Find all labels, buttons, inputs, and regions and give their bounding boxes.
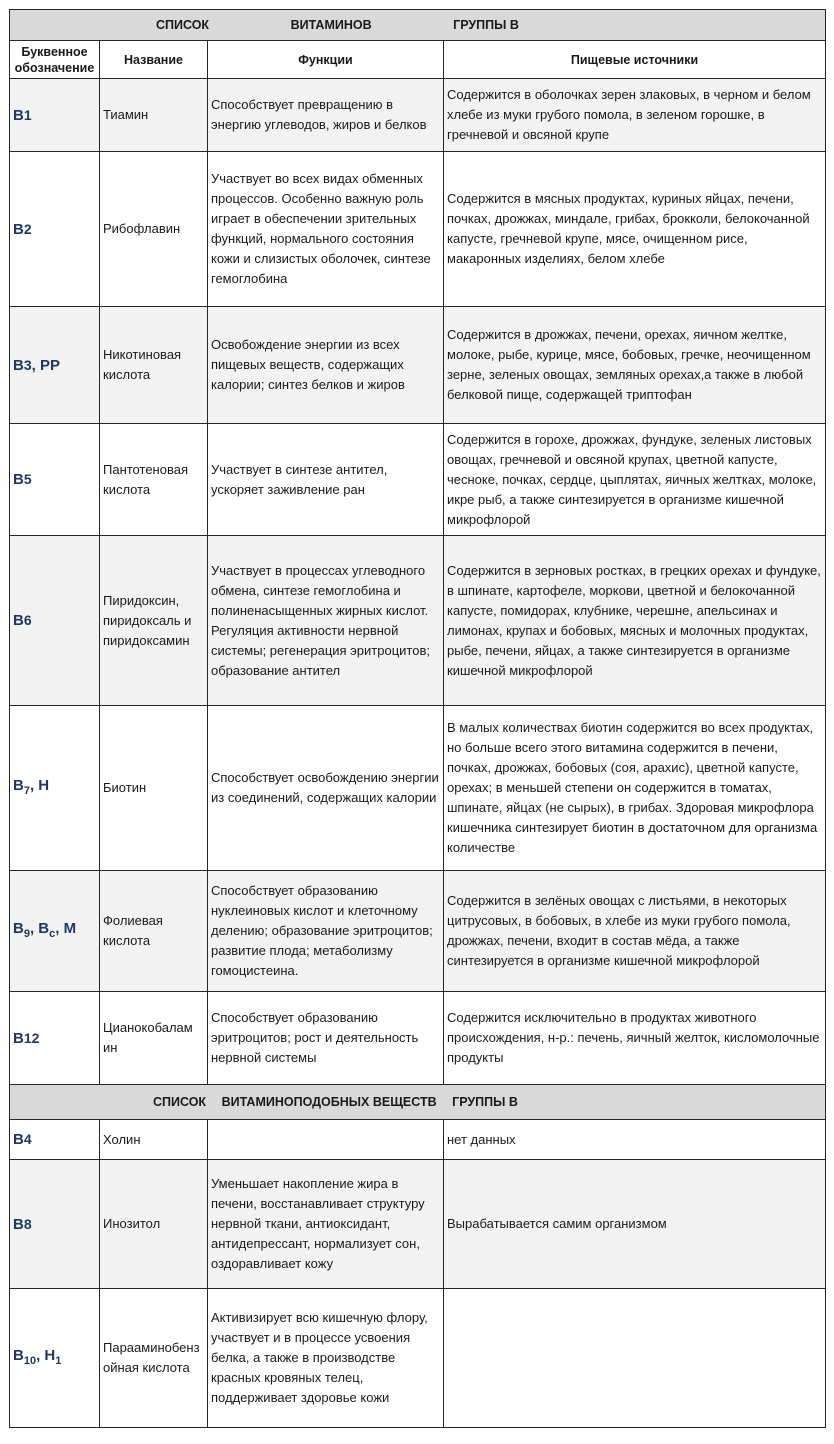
- vitamin-code: $B_7$, H: [10, 706, 100, 871]
- vitamin-sources: Содержится в зерновых ростках, в грецких орехах и фундуке, в шпинате, картофеле, моркови, цветной и белокочанной капусте, помидорах, клубнике, черешне, апельсинах и лимонах, крупах и бобовых, мясных и молочных продуктах, рыбе, печени, яйцах, а также синтезируется в организме кишечной микрофлорой: [444, 536, 826, 706]
- substance-code: B4: [10, 1120, 100, 1160]
- vitamin-code: B5: [10, 424, 100, 536]
- substance-sources: Вырабатывается самим организмом: [444, 1160, 826, 1289]
- table-row: [10, 152, 826, 307]
- vitamin-function: Участвует в синтезе антител, ускоряет заживление ран: [208, 424, 444, 536]
- substance-function: Уменьшает накопление жира в печени, восстанавливает структуру нервной ткани, антиоксидант, антидепрессант, нормализует сон, оздоравливает кожу: [208, 1160, 444, 1289]
- vitamin-name: Тиамин: [100, 79, 208, 152]
- title-part-3: ГРУППЫ В: [453, 18, 519, 32]
- header-row: [10, 41, 826, 79]
- vitamin-name: Биотин: [100, 706, 208, 871]
- vitamin-function: Способствует образованию эритроцитов; рост и деятельность нервной системы: [208, 992, 444, 1085]
- title-part-2: ВИТАМИНОВ: [290, 18, 372, 32]
- table-row: [10, 706, 826, 871]
- section2-row: [10, 1085, 826, 1120]
- vitamins-table-container: [9, 9, 825, 1428]
- substance-name: Холин: [100, 1120, 208, 1160]
- header-code: Буквенное обозначение: [10, 41, 100, 79]
- substance-sources: [444, 1289, 826, 1428]
- substance-function: Активизирует всю кишечную флору, участвует и в процессе усвоения белка, а также в производстве красных кровяных телец, поддерживает здоровье кожи: [208, 1289, 444, 1428]
- title-row: [10, 10, 826, 41]
- vitamin-function: Освобождение энергии из всех пищевых веществ, содержащих калории; синтез белков и жиров: [208, 307, 444, 424]
- vitamin-code: B12: [10, 992, 100, 1085]
- table-row: [10, 1289, 826, 1428]
- vitamin-function: Участвует во всех видах обменных процессов. Особенно важную роль играет в обеспечении зрительных функций, нормального состояния кожи и слизистых оболочек, синтезе гемоглобина: [208, 152, 444, 307]
- vitamin-function: Участвует в процессах углеводного обмена, синтезе гемоглобина и полиненасыщенных жирных кислот. Регуляция активности нервной системы; регенерация эритроцитов; образование антител: [208, 536, 444, 706]
- substance-code: B8: [10, 1160, 100, 1289]
- table-row: [10, 536, 826, 706]
- table-row: [10, 1120, 826, 1160]
- vitamin-code: B2: [10, 152, 100, 307]
- vitamin-name: Фолиевая кислота: [100, 871, 208, 992]
- substance-sources: нет данных: [444, 1120, 826, 1160]
- header-sources: Пищевые источники: [444, 41, 826, 79]
- vitamin-sources: Содержится в горохе, дрожжах, фундуке, зеленых листовых овощах, гречневой и овсяной крупах, цветной капусте, чесноке, почках, сердце, цыплятах, яичных желтках, молоке, икре рыб, а также синтезируется в организме кишечной микрофлорой: [444, 424, 826, 536]
- header-name: Название: [100, 41, 208, 79]
- table-row: [10, 871, 826, 992]
- vitamin-sources: Содержится в дрожжах, печени, орехах, яичном желтке, молоке, рыбе, курице, мясе, бобовых, гречке, неочищенном зерне, зеленых овощах, земляных орехах,а также в любой белковой пище, содержащей триптофан: [444, 307, 826, 424]
- section2-part-1: СПИСОК: [153, 1095, 207, 1109]
- vitamin-function: Способствует образованию нуклеиновых кислот и клеточному делению; образование эритроцитов; развитие плода; метаболизму гомоцистеина.: [208, 871, 444, 992]
- vitamin-function: Способствует превращению в энергию углеводов, жиров и белков: [208, 79, 444, 152]
- table-row: [10, 79, 826, 152]
- vitamin-sources: Содержится в мясных продуктах, куриных яйцах, печени, почках, дрожжах, миндале, грибах, брокколи, белокочанной капусте, гречневой крупе, мясе, очищенном рисе, макаронных изделиях, белом хлебе: [444, 152, 826, 307]
- vitamins-table: [9, 9, 826, 1428]
- vitamin-code: B1: [10, 79, 100, 152]
- vitamin-name: Пантотеновая кислота: [100, 424, 208, 536]
- vitamin-name: Никотиновая кислота: [100, 307, 208, 424]
- table-row: [10, 307, 826, 424]
- vitamin-sources: Содержится в зелёных овощах с листьями, в некоторых цитрусовых, в бобовых, в хлебе из муки грубого помола, дрожжах, печени, входит в состав мёда, а также синтезируется в организме кишечной микрофлорой: [444, 871, 826, 992]
- vitamin-sources: Содержится исключительно в продуктах животного происхождения, н-р.: печень, яичный желток, кисломолочные продукты: [444, 992, 826, 1085]
- table-row: [10, 992, 826, 1085]
- vitamin-name: Рибофлавин: [100, 152, 208, 307]
- table-title: [10, 10, 826, 41]
- table-row: [10, 1160, 826, 1289]
- vitamin-name: Пиридоксин, пиридоксаль и пиридоксамин: [100, 536, 208, 706]
- vitamin-code: B6: [10, 536, 100, 706]
- vitamin-code: $B_9$, $B_c$, M: [10, 871, 100, 992]
- vitamin-function: Способствует освобождению энергии из соединений, содержащих калории: [208, 706, 444, 871]
- substance-name: Парааминобенз ойная кислота: [100, 1289, 208, 1428]
- table-row: [10, 424, 826, 536]
- substance-code: $B_{10}$, $H_1$: [10, 1289, 100, 1428]
- vitamin-sources: В малых количествах биотин содержится во всех продуктах, но больше всего этого витамина содержится в печени, почках, дрожжах, бобовых (соя, арахис), цветной капусте, орехах; в меньшей степени он содержится в томатах, шпинате, яйцах (не сырых), в грибах. Здоровая микрофлора кишечника синтезирует биотин в достаточном для организма количестве: [444, 706, 826, 871]
- section2-title: [10, 1085, 826, 1120]
- header-function: Функции: [208, 41, 444, 79]
- substance-name: Инозитол: [100, 1160, 208, 1289]
- substance-function: [208, 1120, 444, 1160]
- vitamin-code: B3, PP: [10, 307, 100, 424]
- vitamin-name: Цианокобалам ин: [100, 992, 208, 1085]
- section2-part-2: ВИТАМИНОПОДОБНЫХ ВЕЩЕСТВ: [221, 1095, 437, 1109]
- title-part-1: СПИСОК: [156, 18, 210, 32]
- section2-part-3: ГРУППЫ В: [452, 1095, 518, 1109]
- vitamin-sources: Содержится в оболочках зерен злаковых, в черном и белом хлебе из муки грубого помола, в зеленом горошке, в гречневой и овсяной крупе: [444, 79, 826, 152]
